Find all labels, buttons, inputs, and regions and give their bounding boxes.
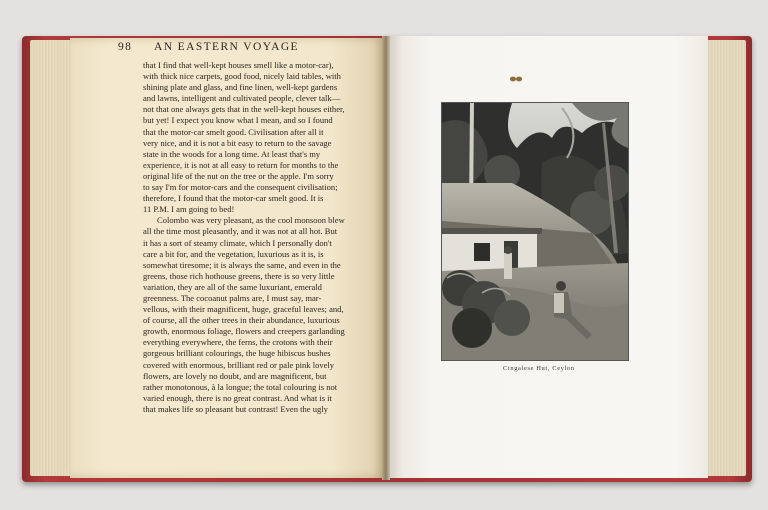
text-line: Colombo was very pleasant, as the cool monsoon blew — [157, 215, 345, 226]
text-line: that the motor-car smelt good. Civilisation after all it — [143, 126, 324, 137]
text-line: and lawns, intelligent and cultivated people, clever talk— — [143, 93, 341, 104]
book-gutter — [382, 36, 390, 480]
photo-plate — [441, 102, 629, 361]
text-line: not that one always gets that in the well-kept houses either, — [143, 104, 345, 115]
text-line: with thick nice carpets, good food, nicely laid tables, with — [143, 71, 341, 82]
text-line: greens, those rich hothouse greens, there is so very little — [143, 270, 335, 281]
text-line: of course, all the other trees in their abundance, luxurious — [143, 315, 340, 326]
text-line: but yet! I expect you know what I mean, and so I found — [143, 115, 333, 126]
hut-photograph — [442, 103, 628, 360]
text-line: flowers, are lovely no doubt, and are magnificent, but — [143, 370, 327, 381]
text-line: very nice, and it is not a bit easy to return to the savage — [143, 137, 332, 148]
text-line: everything everywhere, the ferns, the crotons with their — [143, 337, 333, 348]
text-line: shining plate and glass, and fine linen, well-kept gardens — [143, 82, 338, 93]
text-line: varied enough, there is no great contrast. And what is it — [143, 392, 332, 403]
plate-caption: Cingalese Hut, Ceylon — [503, 365, 575, 372]
text-line: all the time most pleasantly, and it was not at all hot. But — [143, 226, 338, 237]
text-line: growth, enormous foliage, flowers and creepers garlanding — [143, 326, 345, 337]
text-line: somewhat tiresome; it is always the same, and even in the — [143, 259, 341, 270]
text-line: experience, it is not at all easy to return for months to the — [143, 159, 339, 170]
page-number: 98 — [118, 41, 133, 53]
text-line: covered with enormous, brilliant red or pale pink lovely — [143, 359, 335, 370]
text-line: to say I'm for motor-cars and the consequent civilisation; — [143, 182, 338, 193]
text-line: it has a sort of steamy climate, which I personally don't — [143, 237, 332, 248]
text-line: greenness. The cocoanut palms are, I must say, mar- — [143, 292, 322, 303]
text-line: that makes life so pleasant but contrast! Even the ugly — [143, 403, 328, 414]
text-line: original life of the nut on the tree or the apple. I'm sorry — [143, 170, 334, 181]
text-line: rather monotonous, à la longue; the total colouring is not — [143, 381, 338, 392]
text-line: vellous, with their magnificent, huge, graceful leaves; and, — [143, 304, 344, 315]
ornament-icon — [509, 76, 523, 82]
text-line: gorgeous brilliant colourings, the huge hibiscus bushes — [143, 348, 331, 359]
open-book — [22, 36, 752, 484]
running-title: AN EASTERN VOYAGE — [154, 41, 299, 53]
text-line: 11 P.M. I am going to bed! — [143, 204, 235, 215]
page-edges-left — [30, 40, 74, 476]
page-edges-right — [702, 40, 746, 476]
text-line: variation, they are all of the same luxuriant, emerald — [143, 281, 322, 292]
text-line: state in the woods for a long time. At least that's my — [143, 148, 321, 159]
text-line: that I find that well-kept houses smell like a motor-car), — [143, 60, 334, 70]
text-line: therefore, I found that the motor-car smelt good. It is — [143, 193, 324, 204]
text-line: care a bit for, and the vegetation, luxurious as it is, is — [143, 248, 324, 259]
body-text — [143, 60, 350, 415]
